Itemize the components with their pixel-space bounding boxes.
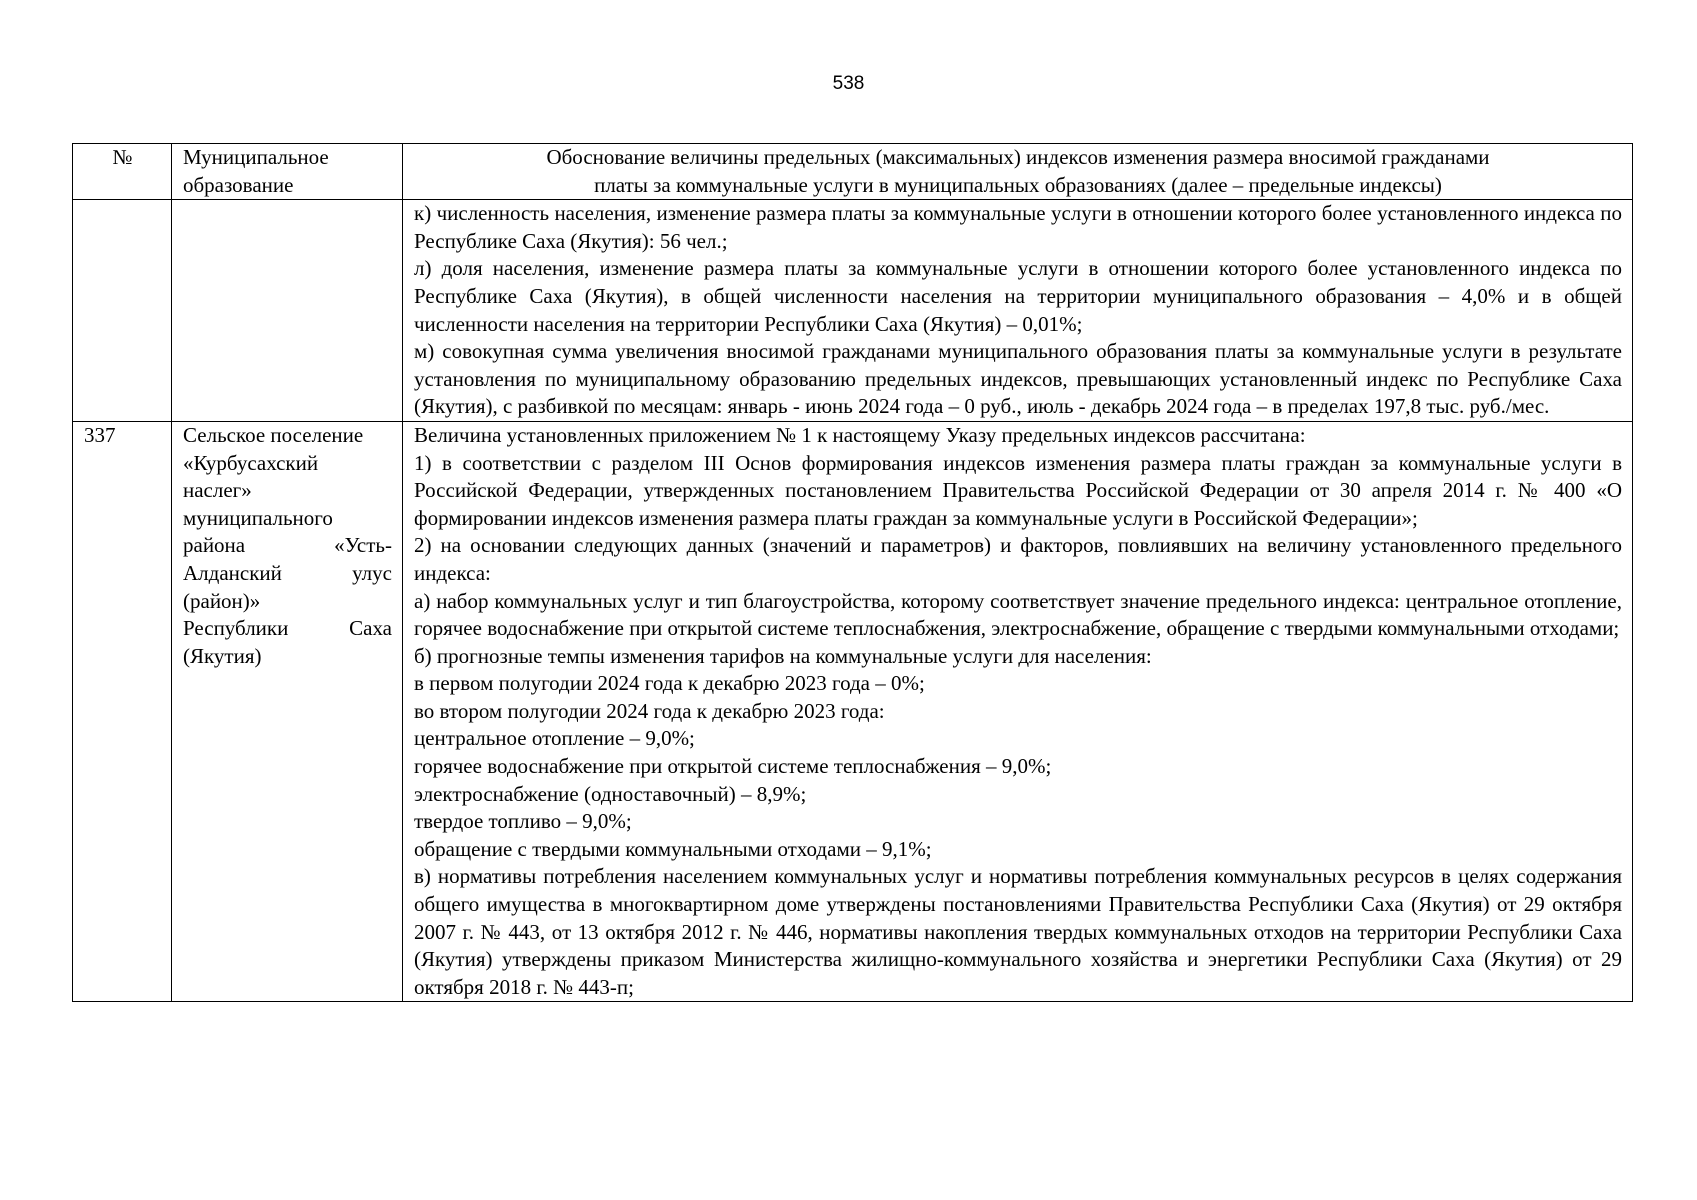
municipality-line: (Якутия) — [183, 643, 262, 668]
municipality-line: наслег» — [183, 478, 252, 503]
paragraph-b-first-half: в первом полугодии 2024 года к декабрю 2023 года – 0%; — [414, 671, 925, 696]
table-row-continued — [73, 200, 1633, 422]
paragraph-b-second-half: во втором полугодии 2024 года к декабрю 2023 года: — [414, 698, 885, 723]
cell-municipality — [172, 421, 403, 1001]
municipality-line: района «Усть- — [183, 533, 392, 558]
paragraph-l: л) доля населения, изменение размера платы за коммунальные услуги в отношении которого более установленного индекса по Республике Саха (Якутия), в общей численности населения на территории муниципального образования – 4,0% и в общей численности населения на территории Республики Саха (Якутия) – 0,01%; — [414, 256, 1622, 336]
cell-justification — [403, 421, 1633, 1001]
municipality-line: Республики Саха — [183, 616, 392, 641]
municipality-line: «Курбусахский — [183, 450, 319, 475]
paragraph-intro: Величина установленных приложением № 1 к настоящему Указу предельных индексов рассчитана: — [414, 422, 1306, 447]
cell-number: 337 — [73, 421, 172, 1001]
paragraph-a: а) набор коммунальных услуг и тип благоустройства, которому соответствует значение предельного индекса: центральное отопление, горячее водоснабжение при открытой системе теплоснабжения, электроснабжение, обращение с твердыми коммунальными отходами; — [414, 588, 1622, 641]
cell-municipality — [172, 200, 403, 422]
header-municipality: Муниципальное образование — [172, 144, 403, 200]
header-number: № — [73, 144, 172, 200]
header-justification-line2: платы за коммунальные услуги в муниципальных образованиях (далее – предельные индексы) — [594, 172, 1442, 197]
paragraph-v: в) нормативы потребления населением коммунальных услуг и нормативы потребления коммунальных ресурсов в целях содержания общего имущества в многоквартирном доме утверждены постановлениями Правительства Республики Саха (Якутия) от 29 октября 2007 г. № 443, от 13 октября 2012 г. № 446, нормативы накопления твердых коммунальных отходов на территории Республики Саха (Якутия) утверждены приказом Министерства жилищно-коммунального хозяйства и энергетики Республики Саха (Якутия) от 29 октября 2018 г. № 443-п; — [414, 864, 1622, 999]
paragraph-electricity: электроснабжение (одноставочный) – 8,9%; — [414, 781, 807, 806]
cell-number — [73, 200, 172, 422]
paragraph-2: 2) на основании следующих данных (значений и параметров) и факторов, повлиявших на величину установленного предельного индекса: — [414, 533, 1622, 585]
table-header-row — [73, 144, 1633, 200]
cell-justification — [403, 200, 1633, 422]
header-justification-line1: Обоснование величины предельных (максимальных) индексов изменения размера вносимой гражданами — [546, 145, 1490, 169]
municipality-line: Сельское поселение — [183, 422, 364, 447]
paragraph-hot-water: горячее водоснабжение при открытой системе теплоснабжения – 9,0%; — [414, 754, 1052, 779]
paragraph-waste: обращение с твердыми коммунальными отходами – 9,1%; — [414, 836, 932, 861]
table-row-337 — [73, 421, 1633, 1001]
paragraph-heating: центральное отопление – 9,0%; — [414, 726, 695, 751]
paragraph-b: б) прогнозные темпы изменения тарифов на коммунальные услуги для населения: — [414, 643, 1152, 668]
paragraph-1: 1) в соответствии с разделом III Основ формирования индексов изменения размера платы граждан за коммунальные услуги в Российской Федерации, утвержденных постановлением Правительства Российской Федерации от 30 апреля 2014 г. № 400 «О формировании индексов изменения размера платы граждан за коммунальные услуги в Российской Федерации»; — [414, 450, 1622, 530]
municipality-line: Алданский улус — [183, 560, 392, 585]
paragraph-solid-fuel: твердое топливо – 9,0%; — [414, 809, 632, 834]
header-justification — [403, 144, 1633, 200]
page-number: 538 — [832, 73, 865, 94]
paragraph-m: м) совокупная сумма увеличения вносимой гражданами муниципального образования платы за коммунальные услуги в результате установления по муниципальному образованию предельных индексов, превышающих установленный индекс по Республике Саха (Якутия), с разбивкой по месяцам: январь - июнь 2024 года – 0 руб., июль - декабрь 2024 года – в пределах 197,8 тыс. руб./мес. — [414, 339, 1622, 419]
municipality-line: (район)» — [183, 588, 261, 613]
municipality-line: муниципального — [183, 505, 333, 530]
paragraph-k: к) численность населения, изменение размера платы за коммунальные услуги в отношении которого более установленного индекса по Республике Саха (Якутия): 56 чел.; — [414, 201, 1622, 253]
indices-table — [72, 143, 1633, 1002]
